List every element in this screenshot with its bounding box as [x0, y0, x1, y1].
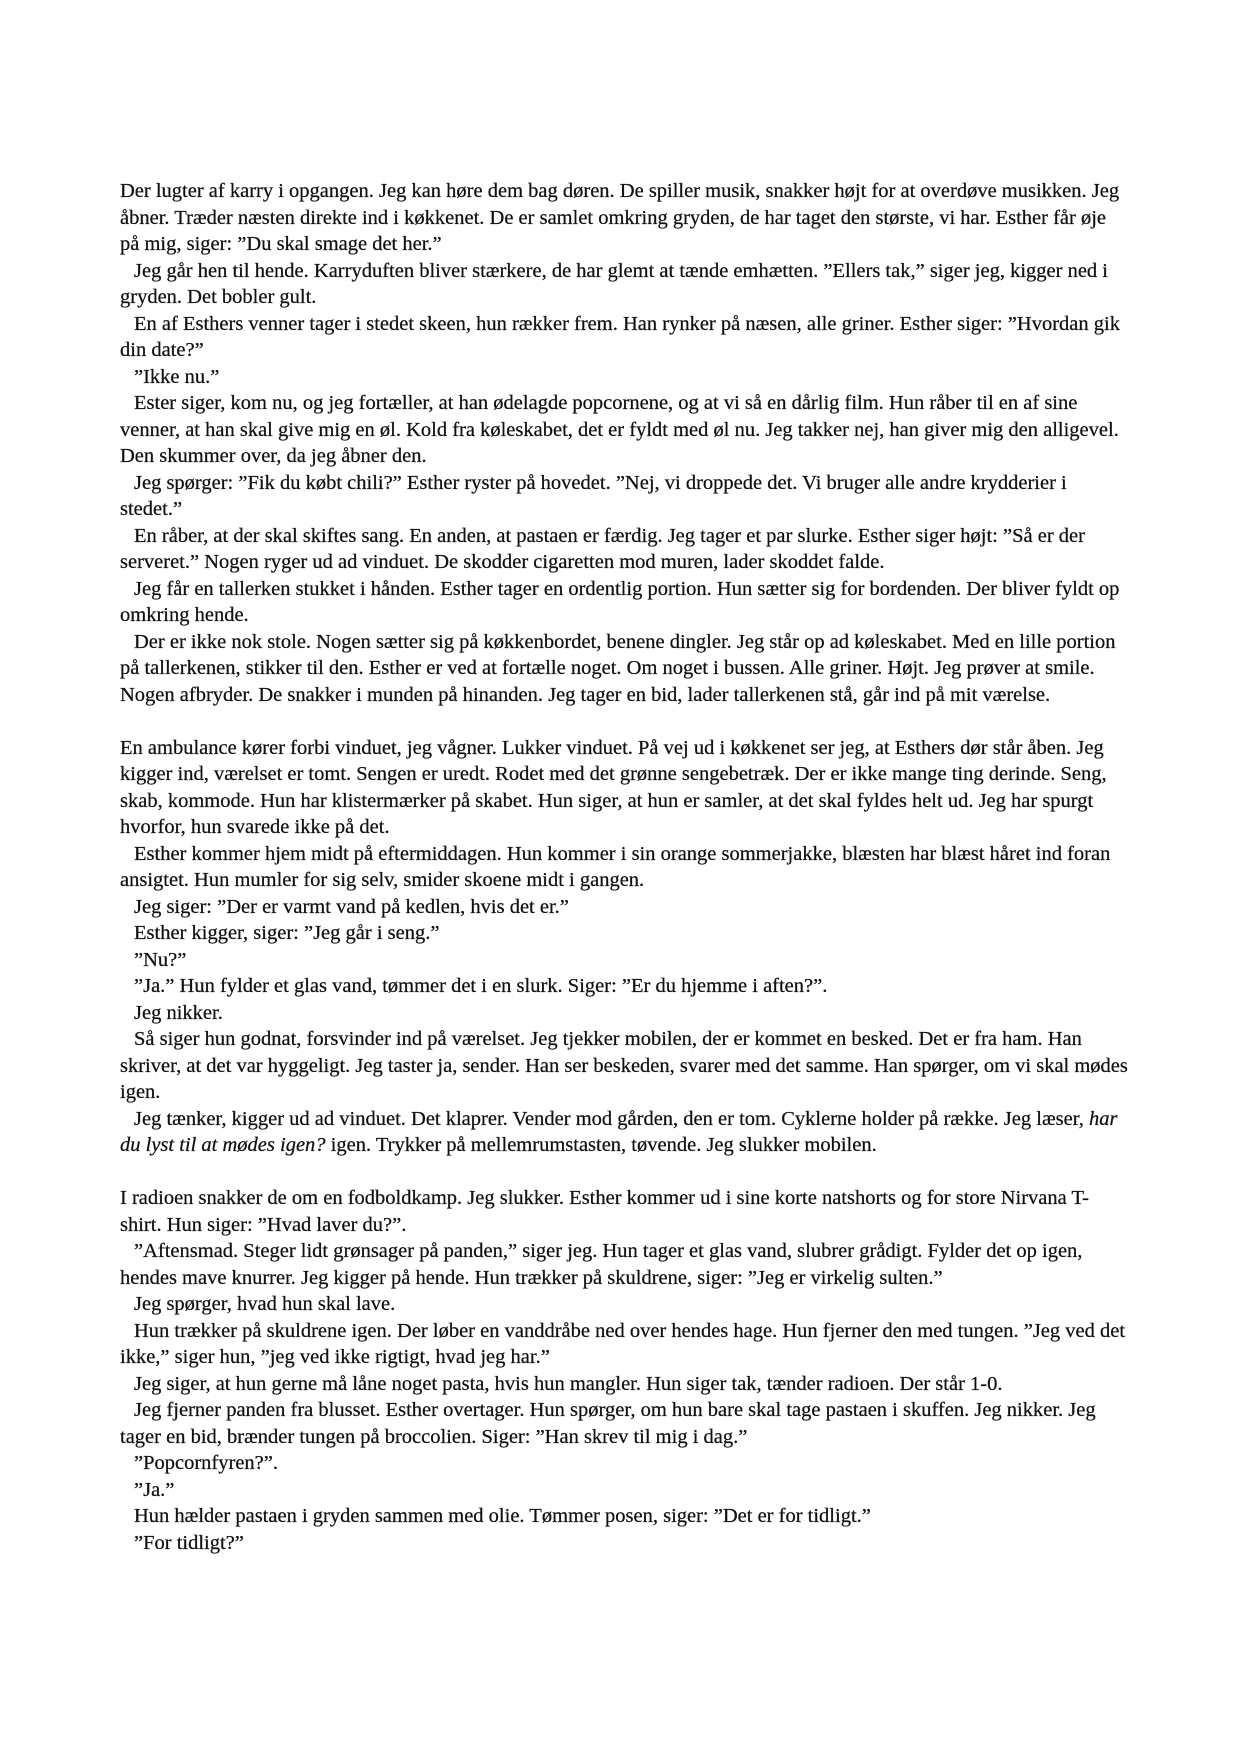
paragraph: I radioen snakker de om en fodboldkamp. Jeg slukker. Esther kommer ud i sine korte natshorts og for store Nirvana T-shirt. Hun siger: ”Hvad laver du?”.: [120, 1187, 1089, 1236]
paragraph: Jeg siger, at hun gerne må låne noget pasta, hvis hun mangler. Hun siger tak, tænder radioen. Der står 1-0.: [134, 1372, 1003, 1395]
paragraph: Der lugter af karry i opgangen. Jeg kan høre dem bag døren. De spiller musik, snakker højt for at overdøve musikken. Jeg åbner. Træder næsten direkte ind i køkkenet. De er samlet omkring gryden, de har taget den største, vi har. Esther får øje på mig, siger: ”Du skal smage det her.”: [120, 180, 1120, 255]
paragraph: Esther kommer hjem midt på eftermiddagen. Hun kommer i sin orange sommerjakke, blæsten har blæst håret ind foran ansigtet. Hun mumler for sig selv, smider skoene midt i gangen.: [120, 842, 1111, 891]
section-2: [120, 735, 1130, 1159]
paragraph: Jeg får en tallerken stukket i hånden. Esther tager en ordentlig portion. Hun sætter sig for bordenden. Der bliver fyldt op omkring hende.: [120, 577, 1120, 626]
paragraph-text: Jeg tænker, kigger ud ad vinduet. Det klaprer. Vender mod gården, den er tom. Cyklerne holder på række. Jeg læser,: [134, 1107, 1084, 1130]
paragraph: Jeg spørger, hvad hun skal lave.: [134, 1293, 396, 1315]
paragraph: ”Ja.”: [134, 1478, 175, 1501]
paragraph: Der er ikke nok stole. Nogen sætter sig på køkkenbordet, benene dingler. Jeg står op ad køleskabet. Med en lille portion på tallerkenen, stikker til den. Esther er ved at fortælle noget. Om noget i bussen. Alle griner. Højt. Jeg prøver at smile. Nogen afbryder. De snakker i munden på hinanden. Jeg tager en bid, lader tallerkenen stå, går ind på mit værelse.: [120, 630, 1116, 706]
paragraph: ”Popcornfyren?”.: [134, 1452, 279, 1474]
paragraph: Hun trækker på skuldrene igen. Der løber en vanddråbe ned over hendes hage. Hun fjerner den med tungen. ”Jeg ved det ikke,” siger hun, ”jeg ved ikke rigtigt, hvad jeg har.”: [120, 1319, 1126, 1368]
paragraph: ”Ja.” Hun fylder et glas vand, tømmer det i en slurk. Siger: ”Er du hjemme i aften?”.: [134, 975, 828, 997]
paragraph: Hun hælder pastaen i gryden sammen med olie. Tømmer posen, siger: ”Det er for tidligt.”: [134, 1505, 871, 1527]
paragraph: ”Nu?”: [134, 948, 187, 971]
document-page: [120, 178, 1130, 1556]
paragraph: Esther kigger, siger: ”Jeg går i seng.”: [134, 922, 440, 944]
paragraph: ”Aftensmad. Steger lidt grønsager på panden,” siger jeg. Hun tager et glas vand, slubrer grådigt. Fylder det op igen, hendes mave knurrer. Jeg kigger på hende. Hun trækker på skuldrene, siger: ”Jeg er virkelig sulten.”: [120, 1240, 1083, 1289]
italic-phrase: har du lyst til at mødes igen?: [120, 1107, 1118, 1156]
paragraph-text-continued: igen. Trykker på mellemrumstasten, tøvende. Jeg slukker mobilen.: [325, 1134, 877, 1156]
paragraph: En ambulance kører forbi vinduet, jeg vågner. Lukker vinduet. På vej ud i køkkenet ser jeg, at Esthers dør står åben. Jeg kigger ind, værelset er tomt. Sengen er uredt. Rodet med det grønne sengebetræk. Der er ikke mange ting derinde. Seng, skab, kommode. Hun har klistermærker på skabet. Hun siger, at hun er samler, at det skal fyldes helt ud. Jeg har spurgt hvorfor, hun svarede ikke på det.: [120, 736, 1107, 838]
paragraph-with-italic: [120, 1106, 1130, 1159]
paragraph: Jeg nikker.: [134, 1001, 223, 1024]
paragraph: Jeg fjerner panden fra blusset. Esther overtager. Hun spørger, om hun bare skal tage pastaen i skuffen. Jeg nikker. Jeg tager en bid, brænder tungen på broccolien. Siger: ”Han skrev til mig i dag.”: [120, 1399, 1096, 1448]
paragraph: ”Ikke nu.”: [134, 365, 220, 388]
paragraph: Jeg siger: ”Der er varmt vand på kedlen, hvis det er.”: [134, 895, 569, 918]
paragraph: En af Esthers venner tager i stedet skeen, hun rækker frem. Han rynker på næsen, alle griner. Esther siger: ”Hvordan gik din date?”: [120, 312, 1120, 361]
paragraph: Jeg går hen til hende. Karryduften bliver stærkere, de har glemt at tænde emhætten. ”Ellers tak,” siger jeg, kigger ned i gryden. Det bobler gult.: [120, 259, 1109, 308]
paragraph: En råber, at der skal skiftes sang. En anden, at pastaen er færdig. Jeg tager et par slurke. Esther siger højt: ”Så er der serveret.” Nogen ryger ud ad vinduet. De skodder cigaretten mod muren, lader skoddet falde.: [120, 524, 1085, 573]
paragraph: Jeg spørger: ”Fik du købt chili?” Esther ryster på hovedet. ”Nej, vi droppede det. Vi bruger alle andre krydderier i stedet.”: [120, 471, 1067, 520]
paragraph: ”For tidligt?”: [134, 1531, 244, 1554]
section-1: [120, 178, 1130, 708]
paragraph: Så siger hun godnat, forsvinder ind på værelset. Jeg tjekker mobilen, der er kommet en besked. Det er fra ham. Han skriver, at det var hyggeligt. Jeg taster ja, sender. Han ser beskeden, svarer med det samme. Han spørger, om vi skal mødes igen.: [120, 1028, 1128, 1103]
section-3: [120, 1185, 1130, 1556]
paragraph: Ester siger, kom nu, og jeg fortæller, at han ødelagde popcornene, og at vi så en dårlig film. Hun råber til en af sine venner, at han skal give mig en øl. Kold fra køleskabet, det er fyldt med øl nu. Jeg takker nej, han giver mig den alligevel. Den skummer over, da jeg åbner den.: [120, 392, 1119, 467]
